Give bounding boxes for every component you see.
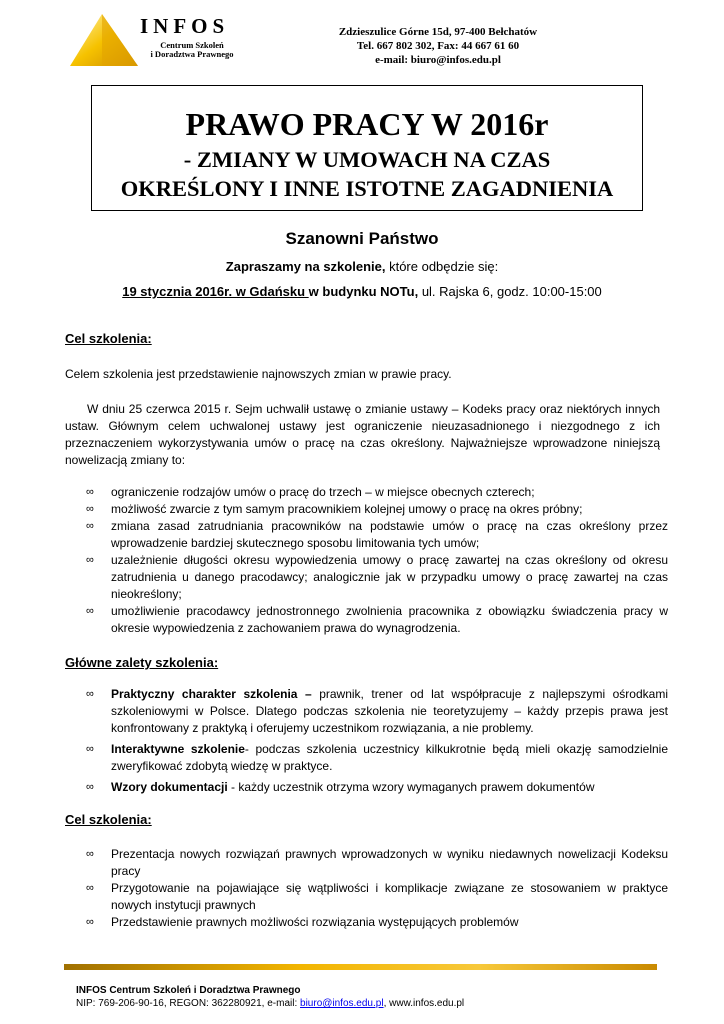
advantage-title: Interaktywne szkolenie [111, 742, 245, 756]
list-item [86, 741, 668, 775]
list-item-text: uzależnienie długości okresu wypowiedzenia umowy o pracę zawartej na czas określony od okresu zatrudnienia u danego pracodawcy; analogicznie jak w przypadku umowy o pracę zawartej na czas nieokreślony; [111, 553, 668, 601]
advantage-text: - każdy uczestnik otrzyma wzory wymaganych prawem dokumentów [227, 780, 595, 794]
list-item [86, 518, 668, 552]
logo-subtitle-line-1: Centrum Szkoleń [160, 40, 224, 50]
bullet-icon: ∞ [86, 520, 94, 532]
footer-info [76, 998, 464, 1009]
goal-intro: Celem szkolenia jest przedstawienie najnowszych zmian w prawie pracy. [65, 367, 452, 381]
list-item-text: Przygotowanie na pojawiające się wątpliwości i komplikacje związane ze stosowaniem w praktyce nowych instytucji prawnych [111, 881, 668, 912]
list-item [86, 779, 668, 796]
bullet-icon: ∞ [86, 781, 94, 793]
contact-block [320, 25, 556, 67]
advantages-list [86, 686, 668, 796]
footer-ids: NIP: 769-206-90-16, REGON: 362280921, e-mail: [76, 998, 301, 1009]
footer-company-name: INFOS Centrum Szkoleń i Doradztwa Prawnego [76, 985, 301, 996]
document-title: PRAWO PRACY W 2016r [185, 106, 549, 142]
event-venue: w budynku NOTu, [308, 284, 419, 299]
advantage-title: Praktyczny charakter szkolenia – [111, 687, 312, 701]
list-item-text: ograniczenie rodzajów umów o pracę do trzech – w miejsce obecnych czterech; [111, 485, 535, 499]
logo-subtitle [150, 41, 234, 59]
document-subtitle-line-2: OKREŚLONY I INNE ISTOTNE ZAGADNIENIA [120, 176, 614, 201]
contact-phone: Tel. 667 802 302, Fax: 44 667 61 60 [356, 40, 520, 52]
list-item-text: Prezentacja nowych rozwiązań prawnych wprowadzonych w wyniku niedawnych nowelizacji Kodeksu pracy [111, 847, 668, 878]
bullet-icon: ∞ [86, 916, 94, 928]
list-item-text: możliwość zwarcie z tym samym pracownikiem kolejnej umowy o pracę na okres próbny; [111, 502, 583, 516]
list-item-text: Przedstawienie prawnych możliwości rozwiązania występujących problemów [111, 915, 519, 929]
greeting: Szanowni Państwo [285, 229, 439, 248]
advantage-text: - podczas szkolenia uczestnicy kilkukrotnie będą mieli okazję samodzielnie zweryfikować zdobytą wiedzę w praktyce. [111, 742, 669, 773]
list-item [86, 686, 668, 737]
bullet-icon: ∞ [86, 503, 94, 515]
list-item [86, 501, 668, 518]
list-item [86, 484, 668, 501]
title-box [91, 85, 643, 211]
footer-divider [64, 964, 657, 970]
list-item-text: umożliwienie pracodawcy jednostronnego zwolnienia pracownika z obowiązku świadczenia pracy w okresie wypowiedzenia z zachowaniem prawa do wynagrodzenia. [111, 604, 668, 635]
bullet-icon: ∞ [86, 882, 94, 894]
invitation-line [0, 259, 724, 274]
section-heading-goal: Cel szkolenia: [65, 331, 152, 346]
footer-email-link[interactable]: biuro@infos.edu.pl [300, 998, 384, 1009]
list-item [86, 914, 668, 931]
list-item [86, 603, 668, 637]
list-item [86, 846, 668, 880]
invitation-rest: które odbędzie się: [385, 259, 499, 274]
document-subtitle-line-1: - ZMIANY W UMOWACH NA CZAS [183, 147, 551, 172]
bullet-icon: ∞ [86, 848, 94, 860]
logo-name: INFOS [140, 14, 230, 38]
list-item [86, 880, 668, 914]
advantage-title: Wzory dokumentacji [111, 780, 228, 794]
goals-list [86, 846, 668, 931]
list-item-text: zmiana zasad zatrudniania pracowników na podstawie umów o pracę na czas określony przez wprowadzenie bardziej skutecznego sposobu limitowania tych umów; [111, 519, 668, 550]
infos-logo-mark [64, 12, 144, 68]
section-heading-advantages: Główne zalety szkolenia: [65, 655, 219, 670]
document-subtitle [92, 145, 642, 203]
changes-list [86, 484, 668, 637]
bullet-icon: ∞ [86, 743, 94, 755]
logo-subtitle-line-2: i Doradztwa Prawnego [150, 49, 234, 59]
contact-email: e-mail: biuro@infos.edu.pl [375, 54, 501, 66]
advantage-text: prawnik, trener od lat współpracuje z najlepszymi ośrodkami szkoleniowymi w Polsce. Dlatego podczas szkolenia nie teoretyzujemy – każdy przepis prawa jest konfrontowany z praktyką i oferujemy uczestnikom rozwiązania, a nie problemy. [111, 687, 668, 735]
bullet-icon: ∞ [86, 688, 94, 700]
bullet-icon: ∞ [86, 486, 94, 498]
goal-paragraph: W dniu 25 czerwca 2015 r. Sejm uchwalił ustawę o zmianie ustawy – Kodeks pracy oraz niektórych innych ustaw. Głównym celem uchwalonej ustawy jest ograniczenie nieuzasadnionego i niezgodnego z ich przeznaczeniem wykorzystywania umów o pracę na czas określony. Najważniejsze wprowadzone niniejszą nowelizacją zmiany to: [65, 402, 660, 467]
invitation-bold: Zapraszamy na szkolenie, [225, 259, 386, 274]
contact-address: Zdzieszulice Górne 15d, 97-400 Bełchatów [338, 26, 538, 38]
bullet-icon: ∞ [86, 554, 94, 566]
bullet-icon: ∞ [86, 605, 94, 617]
date-venue-line [0, 284, 724, 299]
footer-website: , www.infos.edu.pl [383, 998, 465, 1009]
list-item [86, 552, 668, 603]
event-address-time: ul. Rajska 6, godz. 10:00-15:00 [418, 284, 602, 299]
section-heading-goal-2: Cel szkolenia: [65, 812, 152, 827]
event-date: 19 stycznia 2016r. w Gdańsku [122, 284, 309, 299]
